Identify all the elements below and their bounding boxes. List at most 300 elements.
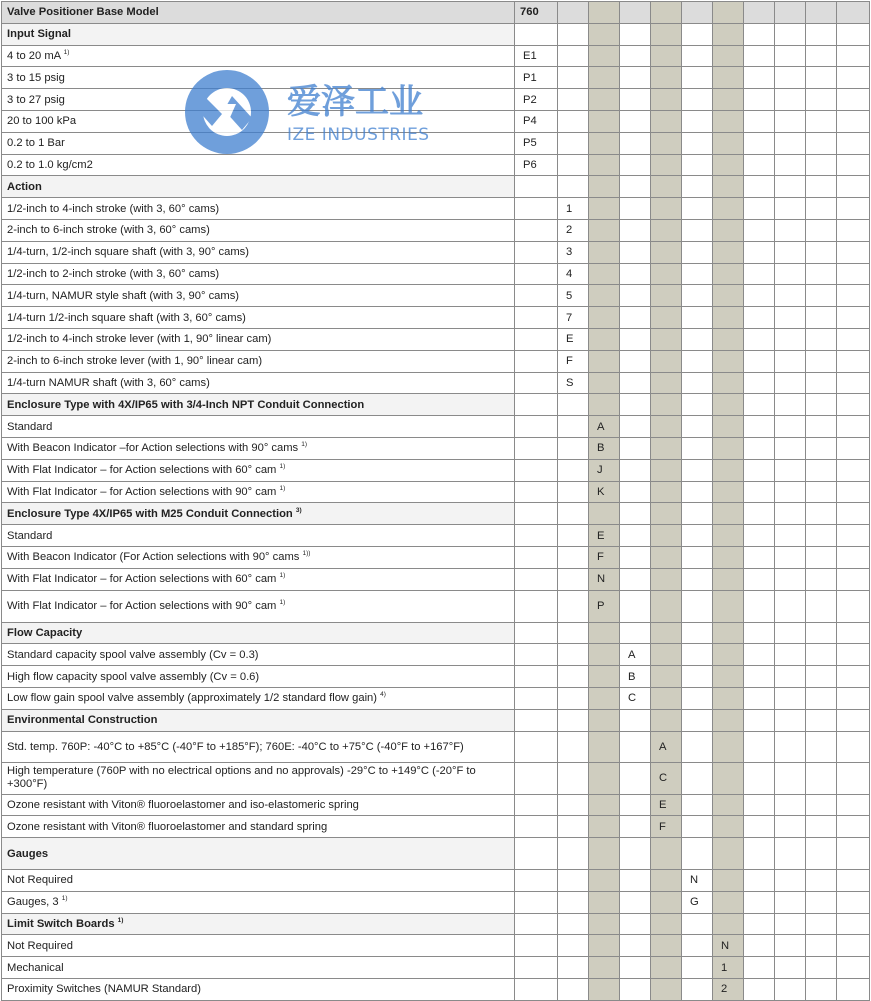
- empty-cell: [775, 762, 806, 794]
- empty-cell: [515, 709, 558, 731]
- empty-cell: [651, 437, 682, 459]
- option-label: [2, 731, 515, 762]
- empty-cell: [589, 307, 620, 329]
- empty-cell: [620, 622, 651, 644]
- empty-cell: [713, 437, 744, 459]
- empty-cell: [558, 89, 589, 111]
- empty-cell: [682, 154, 713, 176]
- empty-cell: [837, 198, 870, 220]
- empty-cell: [589, 89, 620, 111]
- label-text: Flow Capacity: [7, 626, 83, 639]
- empty-cell: [589, 198, 620, 220]
- empty-cell: [515, 687, 558, 709]
- empty-cell: [744, 838, 775, 870]
- empty-cell: [515, 794, 558, 816]
- empty-cell: [682, 219, 713, 241]
- option-label: [2, 525, 515, 547]
- empty-cell: [651, 328, 682, 350]
- empty-cell: [837, 285, 870, 307]
- table-row: [2, 372, 870, 394]
- empty-cell: [589, 666, 620, 688]
- footnote-marker: 1): [279, 484, 286, 492]
- empty-cell: [744, 67, 775, 89]
- empty-cell: [558, 794, 589, 816]
- option-label: [2, 241, 515, 263]
- empty-cell: [620, 394, 651, 416]
- label-text: With Flat Indicator – for Action selections with 90° cam: [7, 485, 277, 498]
- empty-cell: [558, 622, 589, 644]
- empty-cell: [837, 23, 870, 45]
- option-label: [2, 89, 515, 111]
- table-row: [2, 198, 870, 220]
- table-row: [2, 687, 870, 709]
- empty-cell: [651, 666, 682, 688]
- section-row: [2, 709, 870, 731]
- empty-cell: [651, 622, 682, 644]
- empty-cell: [620, 198, 651, 220]
- empty-cell: [515, 459, 558, 481]
- empty-cell: [651, 350, 682, 372]
- empty-cell: [589, 731, 620, 762]
- empty-cell: [806, 23, 837, 45]
- empty-cell: [806, 416, 837, 438]
- empty-cell: [558, 67, 589, 89]
- empty-cell: [713, 45, 744, 67]
- option-code: A: [589, 416, 620, 438]
- empty-cell: [620, 935, 651, 957]
- option-code: F: [558, 350, 589, 372]
- label-text: Mechanical: [7, 961, 64, 974]
- empty-cell: [682, 913, 713, 935]
- label-text: Enclosure Type 4X/IP65 with M25 Conduit Connection: [7, 507, 293, 520]
- empty-cell: [589, 394, 620, 416]
- empty-cell: [744, 394, 775, 416]
- label-text: High temperature (760P with no electrical options and no approvals) -29°C to +149°C (-20°F to +300°F): [7, 765, 476, 790]
- empty-cell: [515, 644, 558, 666]
- empty-cell: [558, 957, 589, 979]
- table-row: [2, 794, 870, 816]
- empty-cell: [713, 176, 744, 198]
- empty-cell: [589, 687, 620, 709]
- empty-cell: [651, 307, 682, 329]
- label-text: 3 to 15 psig: [7, 71, 65, 84]
- empty-cell: [744, 816, 775, 838]
- empty-cell: [515, 285, 558, 307]
- option-code: 5: [558, 285, 589, 307]
- option-label: [2, 285, 515, 307]
- empty-cell: [589, 285, 620, 307]
- label-text: Standard capacity spool valve assembly (Cv = 0.3): [7, 648, 259, 661]
- empty-cell: [837, 568, 870, 590]
- empty-cell: [682, 838, 713, 870]
- empty-cell: [589, 913, 620, 935]
- empty-cell: [515, 525, 558, 547]
- empty-cell: [651, 590, 682, 622]
- table-row: [2, 437, 870, 459]
- label-text: With Flat Indicator – for Action selections with 60° cam: [7, 464, 277, 477]
- empty-cell: [806, 622, 837, 644]
- section-title: [2, 913, 515, 935]
- empty-cell: [682, 957, 713, 979]
- empty-cell: [558, 870, 589, 892]
- empty-cell: [651, 416, 682, 438]
- empty-cell: [837, 794, 870, 816]
- empty-cell: [775, 437, 806, 459]
- empty-cell: [558, 762, 589, 794]
- empty-cell: [515, 957, 558, 979]
- label-text: 2-inch to 6-inch stroke lever (with 1, 90° linear cam): [7, 355, 263, 368]
- empty-cell: [744, 622, 775, 644]
- empty-cell: [744, 666, 775, 688]
- table-row: [2, 67, 870, 89]
- empty-cell: [744, 372, 775, 394]
- empty-cell: [620, 154, 651, 176]
- empty-cell: [806, 176, 837, 198]
- empty-cell: [744, 762, 775, 794]
- table-row: [2, 666, 870, 688]
- empty-cell: [682, 794, 713, 816]
- empty-cell: [775, 913, 806, 935]
- empty-cell: [806, 67, 837, 89]
- option-code: 3: [558, 241, 589, 263]
- empty-cell: [744, 285, 775, 307]
- option-label: [2, 219, 515, 241]
- empty-cell: [775, 838, 806, 870]
- empty-cell: [744, 437, 775, 459]
- empty-cell: [775, 89, 806, 111]
- option-code: E: [651, 794, 682, 816]
- empty-cell: [713, 525, 744, 547]
- empty-cell: [713, 762, 744, 794]
- empty-cell: [515, 198, 558, 220]
- empty-cell: [744, 957, 775, 979]
- empty-cell: [837, 666, 870, 688]
- empty-cell: [589, 762, 620, 794]
- label-text: Proximity Switches (NAMUR Standard): [7, 983, 201, 996]
- table-row: [2, 350, 870, 372]
- empty-cell: [837, 870, 870, 892]
- empty-cell: [589, 67, 620, 89]
- empty-cell: [558, 503, 589, 525]
- empty-cell: [682, 372, 713, 394]
- empty-cell: [744, 307, 775, 329]
- header-cell: [589, 2, 620, 24]
- empty-cell: [651, 263, 682, 285]
- empty-cell: [744, 870, 775, 892]
- empty-cell: [558, 459, 589, 481]
- label-text: With Beacon Indicator –for Action selections with 90° cams: [7, 442, 299, 455]
- empty-cell: [775, 67, 806, 89]
- empty-cell: [837, 622, 870, 644]
- empty-cell: [682, 241, 713, 263]
- option-code: G: [682, 891, 713, 913]
- table-row: [2, 328, 870, 350]
- option-code: P5: [515, 132, 558, 154]
- empty-cell: [775, 731, 806, 762]
- empty-cell: [620, 762, 651, 794]
- empty-cell: [806, 503, 837, 525]
- empty-cell: [515, 350, 558, 372]
- empty-cell: [682, 176, 713, 198]
- label-text: 2-inch to 6-inch stroke (with 3, 60° cams): [7, 224, 210, 237]
- empty-cell: [775, 219, 806, 241]
- empty-cell: [806, 644, 837, 666]
- empty-cell: [651, 891, 682, 913]
- empty-cell: [620, 838, 651, 870]
- empty-cell: [713, 394, 744, 416]
- empty-cell: [775, 23, 806, 45]
- empty-cell: [558, 687, 589, 709]
- empty-cell: [806, 816, 837, 838]
- footnote-marker: 1): [63, 48, 70, 56]
- empty-cell: [837, 687, 870, 709]
- empty-cell: [713, 89, 744, 111]
- empty-cell: [558, 45, 589, 67]
- label-text: 1/2-inch to 4-inch stroke (with 3, 60° cams): [7, 202, 220, 215]
- empty-cell: [515, 307, 558, 329]
- label-text: Standard: [7, 529, 53, 542]
- empty-cell: [806, 459, 837, 481]
- empty-cell: [682, 687, 713, 709]
- empty-cell: [682, 416, 713, 438]
- header-cell: [837, 2, 870, 24]
- empty-cell: [515, 979, 558, 1001]
- option-code: B: [589, 437, 620, 459]
- empty-cell: [806, 838, 837, 870]
- option-code: 4: [558, 263, 589, 285]
- empty-cell: [651, 957, 682, 979]
- empty-cell: [806, 568, 837, 590]
- empty-cell: [589, 241, 620, 263]
- option-code: 7: [558, 307, 589, 329]
- empty-cell: [620, 568, 651, 590]
- empty-cell: [806, 241, 837, 263]
- empty-cell: [806, 709, 837, 731]
- footnote-marker: 4): [380, 691, 386, 699]
- empty-cell: [589, 709, 620, 731]
- empty-cell: [837, 176, 870, 198]
- option-label: [2, 45, 515, 67]
- empty-cell: [837, 154, 870, 176]
- empty-cell: [775, 307, 806, 329]
- empty-cell: [837, 957, 870, 979]
- header-cell: [775, 2, 806, 24]
- empty-cell: [682, 459, 713, 481]
- option-label: [2, 644, 515, 666]
- empty-cell: [589, 328, 620, 350]
- option-label: [2, 328, 515, 350]
- empty-cell: [775, 45, 806, 67]
- empty-cell: [515, 546, 558, 568]
- empty-cell: [558, 838, 589, 870]
- empty-cell: [651, 503, 682, 525]
- empty-cell: [515, 503, 558, 525]
- label-text: Input Signal: [7, 28, 72, 41]
- option-code: P6: [515, 154, 558, 176]
- empty-cell: [589, 979, 620, 1001]
- empty-cell: [837, 132, 870, 154]
- empty-cell: [775, 285, 806, 307]
- empty-cell: [515, 870, 558, 892]
- empty-cell: [744, 198, 775, 220]
- empty-cell: [775, 328, 806, 350]
- empty-cell: [713, 913, 744, 935]
- empty-cell: [713, 372, 744, 394]
- empty-cell: [744, 110, 775, 132]
- empty-cell: [651, 709, 682, 731]
- empty-cell: [775, 132, 806, 154]
- empty-cell: [744, 891, 775, 913]
- empty-cell: [806, 666, 837, 688]
- empty-cell: [620, 979, 651, 1001]
- watermark-chinese-text: 爱泽工业: [287, 82, 423, 122]
- empty-cell: [682, 644, 713, 666]
- empty-cell: [558, 176, 589, 198]
- empty-cell: [589, 350, 620, 372]
- empty-cell: [558, 110, 589, 132]
- empty-cell: [837, 394, 870, 416]
- section-title: [2, 838, 515, 870]
- option-label: [2, 794, 515, 816]
- empty-cell: [744, 416, 775, 438]
- empty-cell: [744, 459, 775, 481]
- table-row: [2, 891, 870, 913]
- option-code: A: [651, 731, 682, 762]
- empty-cell: [589, 644, 620, 666]
- empty-cell: [589, 176, 620, 198]
- option-label: [2, 110, 515, 132]
- label-text: 1/4-turn NAMUR shaft (with 3, 60° cams): [7, 376, 210, 389]
- empty-cell: [620, 546, 651, 568]
- option-code: P2: [515, 89, 558, 111]
- empty-cell: [682, 525, 713, 547]
- empty-cell: [713, 219, 744, 241]
- empty-cell: [515, 219, 558, 241]
- empty-cell: [620, 957, 651, 979]
- empty-cell: [713, 838, 744, 870]
- empty-cell: [620, 503, 651, 525]
- empty-cell: [775, 644, 806, 666]
- label-text: Environmental Construction: [7, 714, 158, 727]
- empty-cell: [651, 89, 682, 111]
- empty-cell: [806, 45, 837, 67]
- empty-cell: [620, 870, 651, 892]
- empty-cell: [837, 481, 870, 503]
- empty-cell: [682, 590, 713, 622]
- table-row: [2, 45, 870, 67]
- empty-cell: [620, 709, 651, 731]
- table-row: [2, 935, 870, 957]
- empty-cell: [589, 132, 620, 154]
- empty-cell: [837, 241, 870, 263]
- empty-cell: [806, 437, 837, 459]
- empty-cell: [515, 176, 558, 198]
- table-row: [2, 546, 870, 568]
- label-text: Not Required: [7, 874, 73, 887]
- empty-cell: [775, 154, 806, 176]
- empty-cell: [775, 687, 806, 709]
- label-text: High flow capacity spool valve assembly (Cv = 0.6): [7, 670, 260, 683]
- empty-cell: [620, 816, 651, 838]
- empty-cell: [620, 263, 651, 285]
- empty-cell: [515, 328, 558, 350]
- empty-cell: [682, 89, 713, 111]
- empty-cell: [775, 525, 806, 547]
- empty-cell: [558, 132, 589, 154]
- empty-cell: [806, 350, 837, 372]
- empty-cell: [620, 328, 651, 350]
- empty-cell: [775, 481, 806, 503]
- empty-cell: [620, 45, 651, 67]
- empty-cell: [713, 503, 744, 525]
- section-title: [2, 622, 515, 644]
- empty-cell: [744, 89, 775, 111]
- empty-cell: [837, 110, 870, 132]
- empty-cell: [558, 979, 589, 1001]
- empty-cell: [558, 913, 589, 935]
- empty-cell: [589, 816, 620, 838]
- header-cell: [744, 2, 775, 24]
- empty-cell: [775, 816, 806, 838]
- empty-cell: [651, 219, 682, 241]
- empty-cell: [558, 935, 589, 957]
- empty-cell: [713, 794, 744, 816]
- header-row: [2, 2, 870, 24]
- empty-cell: [682, 762, 713, 794]
- empty-cell: [806, 110, 837, 132]
- empty-cell: [682, 481, 713, 503]
- empty-cell: [589, 957, 620, 979]
- empty-cell: [806, 891, 837, 913]
- empty-cell: [589, 891, 620, 913]
- empty-cell: [713, 241, 744, 263]
- option-label: [2, 687, 515, 709]
- empty-cell: [775, 394, 806, 416]
- empty-cell: [589, 794, 620, 816]
- label-text: 0.2 to 1 Bar: [7, 137, 65, 150]
- section-row: [2, 913, 870, 935]
- empty-cell: [620, 285, 651, 307]
- option-label: [2, 666, 515, 688]
- label-text: With Flat Indicator – for Action selections with 90° cam: [7, 600, 277, 613]
- table-row: [2, 525, 870, 547]
- empty-cell: [651, 979, 682, 1001]
- empty-cell: [744, 219, 775, 241]
- label-text: Std. temp. 760P: -40°C to +85°C (-40°F to +185°F); 760E: -40°C to +75°C (-40°F to +167°F): [7, 740, 464, 753]
- empty-cell: [775, 459, 806, 481]
- empty-cell: [620, 350, 651, 372]
- option-label: [2, 935, 515, 957]
- option-label: [2, 416, 515, 438]
- empty-cell: [806, 132, 837, 154]
- empty-cell: [837, 644, 870, 666]
- empty-cell: [620, 132, 651, 154]
- empty-cell: [744, 263, 775, 285]
- empty-cell: [620, 219, 651, 241]
- empty-cell: [775, 176, 806, 198]
- option-code: 2: [558, 219, 589, 241]
- empty-cell: [589, 23, 620, 45]
- empty-cell: [806, 372, 837, 394]
- empty-cell: [713, 481, 744, 503]
- empty-cell: [515, 481, 558, 503]
- option-code: F: [651, 816, 682, 838]
- empty-cell: [651, 241, 682, 263]
- empty-cell: [713, 590, 744, 622]
- section-row: [2, 176, 870, 198]
- empty-cell: [806, 525, 837, 547]
- empty-cell: [682, 328, 713, 350]
